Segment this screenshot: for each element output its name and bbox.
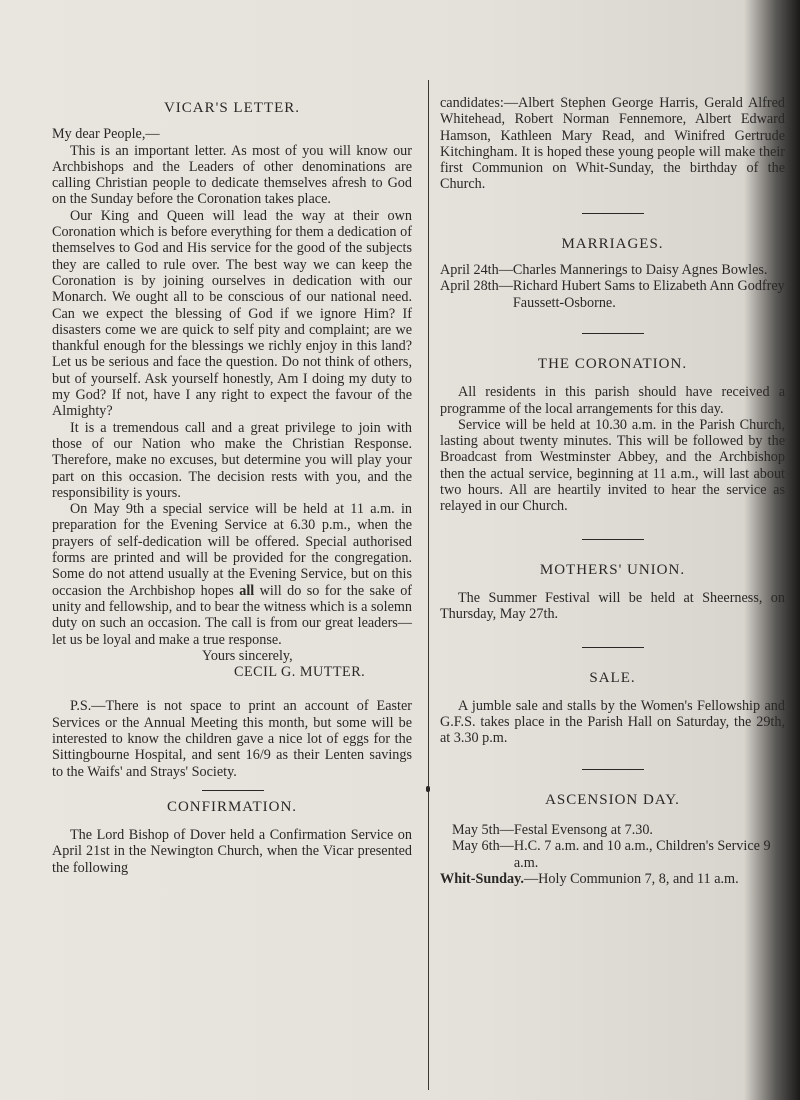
- sale-text: A jumble sale and stalls by the Women's Fellowship and G.F.S. takes place in the Parish Hall on Saturday, the 29th, at 3.30 p.m.: [440, 697, 785, 747]
- separator-rule: [582, 213, 644, 214]
- ascension-list: [440, 822, 785, 887]
- marriages-title: MARRIAGES.: [561, 235, 664, 252]
- separator-rule: [582, 333, 644, 334]
- coronation-title: THE CORONATION.: [537, 355, 688, 372]
- separator-rule: [582, 647, 644, 648]
- whit-sunday-label: Whit-Sunday.: [440, 870, 524, 887]
- letter-paragraph-4-part-a: On May 9th a special service will be held at 11 a.m. in preparation for the Evening Service at 6.30 p.m., when the prayers of self-dedication will be offered. Special authorised forms are printed and will be provided for the congregation. Some do not attend usually at the Evening Service, but on this occasion the Archbishop hopes: [52, 501, 412, 599]
- marriage-text: Richard Hubert Sams to Elizabeth Ann Godfrey Faussett-Osborne.: [512, 278, 785, 311]
- separator-rule: [582, 769, 644, 770]
- margin-mark: [426, 786, 430, 792]
- postscript: P.S.—There is not space to print an account of Easter Services or the Annual Meeting this month, but some will be interested to know the children gave a nice lot of eggs for the Sittingbourne Hospital, and sent 16/9 as their Lenten savings to the Waifs' and Strays' Society.: [52, 698, 412, 780]
- ascension-label: May 6th—: [452, 838, 514, 855]
- list-item: [452, 838, 785, 871]
- confirmation-text: The Lord Bishop of Dover held a Confirmation Service on April 21st in the Newington Church, when the Vicar presented the following: [52, 827, 412, 876]
- list-item: [440, 278, 785, 311]
- coronation-paragraph-2: Service will be held at 10.30 a.m. in the Parish Church, lasting about twenty minutes. This will be followed by the Broadcast from Westminster Abbey, and the Archbishop then the actual service, beginning at 11 a.m., will last about two hours. All are heartily invited to hear the service as relayed in our Church.: [440, 416, 785, 515]
- mothers-union-text: The Summer Festival will be held at Sheerness, on Thursday, May 27th.: [440, 589, 785, 623]
- closing: Yours sincerely,: [202, 647, 293, 664]
- vicar-letter-title: VICAR'S LETTER.: [163, 100, 301, 116]
- letter-paragraph-2: Our King and Queen will lead the way at their own Coronation which is before everything for them a dedication of themselves to God and His service for the good of the subjects they are called to rule over. The best way we can keep the Coronation is by joining ourselves in dedication with our Monarch. We ought all to be conscious of our national need. Can we expect the blessing of God if we ignore Him? If disasters come we are quick to self pity and complaint; are we thankful enough for the blessings we richly enjoy in this land? Let us be serious and face the question. Do not think of others, but of yourself. Ask yourself honestly, Am I doing my duty to my God? If not, have I any right to expect the favour of the Almighty?: [52, 207, 412, 420]
- marriage-text: Charles Mannerings to Daisy Agnes Bowles.: [512, 262, 768, 279]
- marriage-date: April 24th—: [440, 262, 513, 279]
- separator-rule: [582, 539, 644, 540]
- coronation-paragraph-1: All residents in this parish should have received a programme of the local arrangements for this day.: [440, 384, 785, 417]
- ascension-text: Festal Evensong at 7.30.: [513, 822, 653, 839]
- ascension-day-title: ASCENSION DAY.: [545, 791, 680, 808]
- letter-paragraph-4: [52, 501, 412, 648]
- letter-paragraph-1: This is an important letter. As most of you will know our Archbishops and the Leaders of other denominations are calling Christian people to dedicate themselves afresh to God on the Sunday before the Coronation takes place.: [52, 142, 412, 208]
- ascension-text: H.C. 7 a.m. and 10 a.m., Children's Service 9 a.m.: [513, 838, 771, 871]
- candidates-text: candidates:—Albert Stephen George Harris, Gerald Alfred Whitehead, Robert Norman Fennemore, Albert Edward Hamson, Kathleen Mary Read, and Winifred Gertrude Kitchingham. It is hoped these young people will make their first Communion on Whit-Sunday, the birthday of the Church.: [440, 95, 785, 193]
- right-column: [440, 95, 785, 887]
- letter-paragraph-4-emphasis: all: [239, 582, 255, 599]
- list-item: [440, 871, 785, 887]
- confirmation-title: CONFIRMATION.: [166, 798, 298, 815]
- salutation: My dear People,—: [52, 126, 160, 143]
- whit-sunday-text: —Holy Communion 7, 8, and 11 a.m.: [523, 870, 739, 887]
- list-item: [452, 822, 785, 838]
- signature: CECIL G. MUTTER.: [234, 664, 366, 681]
- separator-rule: [202, 790, 264, 791]
- column-divider: [428, 80, 429, 1090]
- sale-title: SALE.: [589, 669, 636, 686]
- marriages-list: [440, 262, 785, 311]
- mothers-union-title: MOTHERS' UNION.: [539, 561, 686, 578]
- list-item: [440, 262, 785, 278]
- letter-paragraph-4-part-c: will do so for the sake of unity and fellowship, and to bear the witness which is a solemn duty on such an occasion. The call is from our great leaders—let us be loyal and make a true response.: [52, 582, 413, 648]
- marriage-date: April 28th—: [440, 278, 513, 295]
- left-column: [52, 100, 412, 876]
- letter-paragraph-3: It is a tremendous call and a great privilege to join with those of our Nation who make the Christian Response. Therefore, make no excuses, but determine you will play your part on this occasion. The decision rests with you, and the responsibility is yours.: [52, 419, 412, 501]
- ascension-label: May 5th—: [452, 822, 514, 839]
